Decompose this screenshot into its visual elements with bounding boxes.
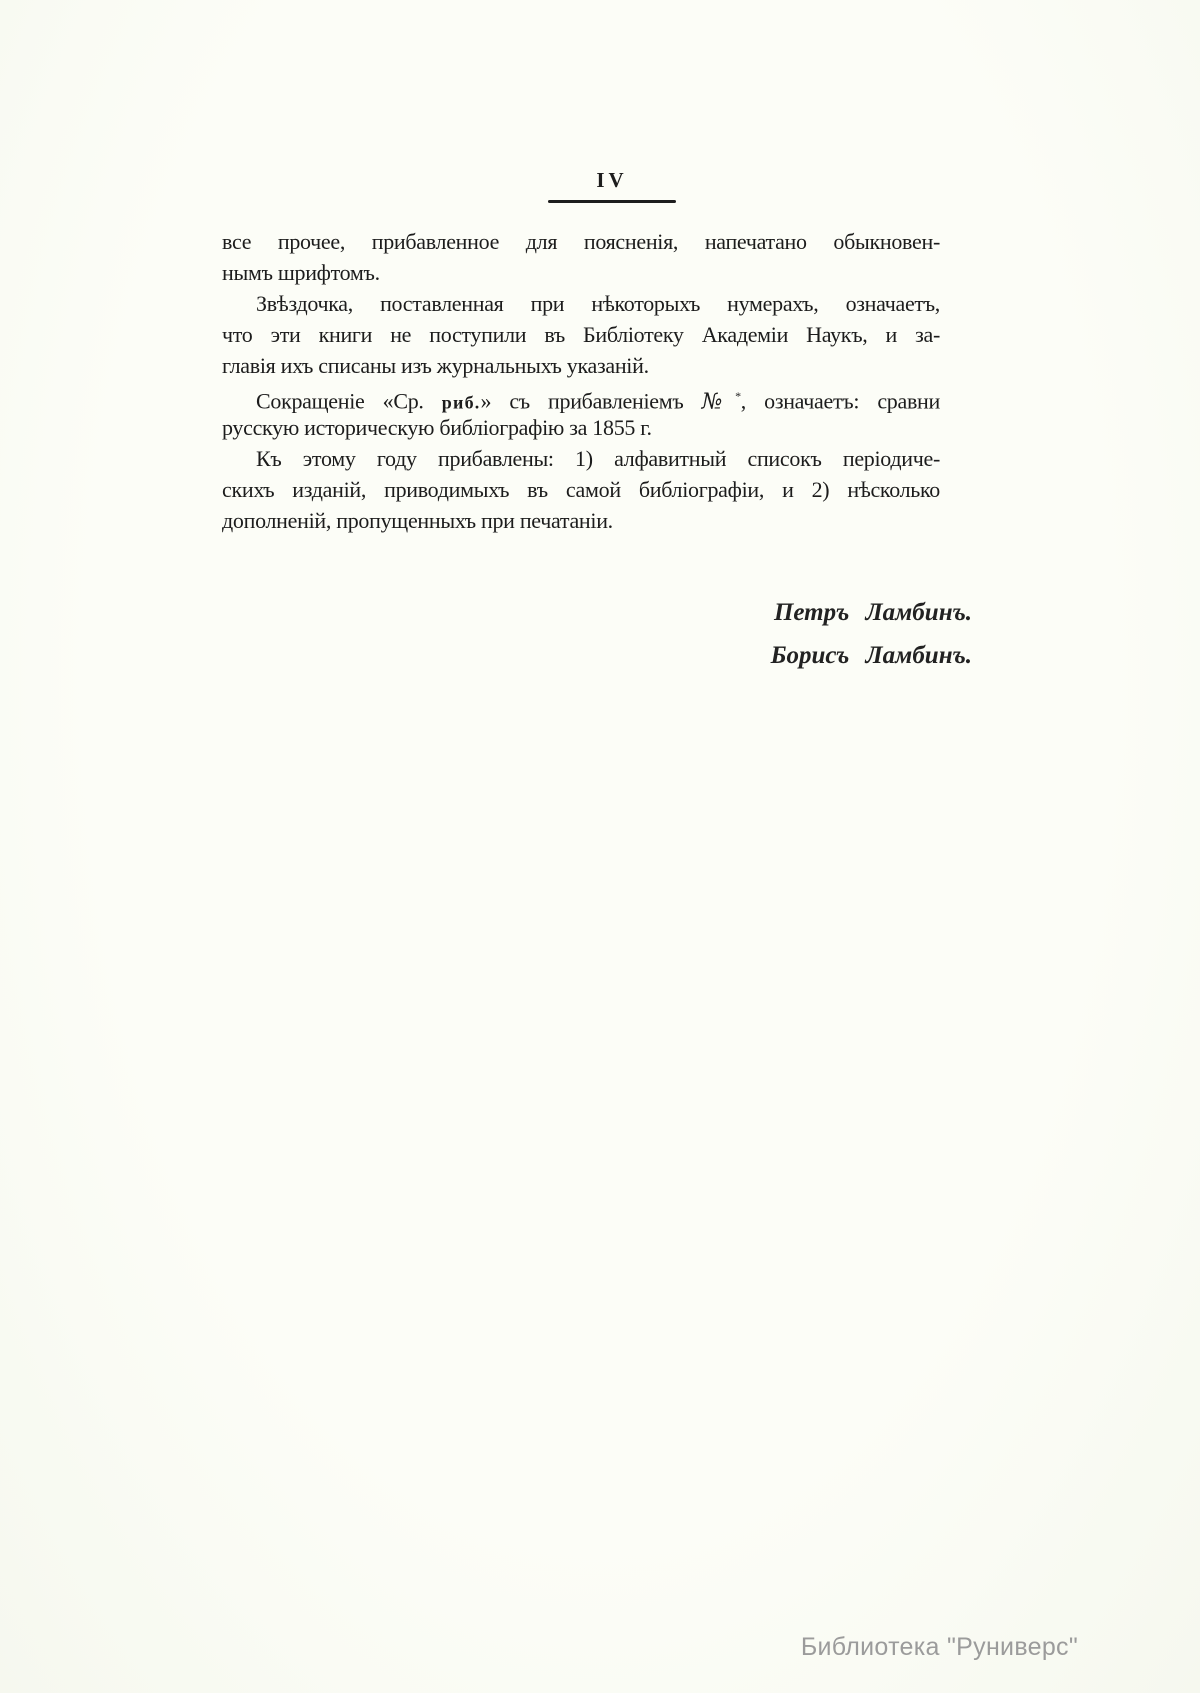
text-segment: Сокращеніе «Ср. [256,388,442,414]
abbreviation-rib-bold: риб. [441,392,481,413]
asterisk-superscript: * [735,389,741,403]
numero-sign: № [701,389,736,415]
signature-petr-lambin: Петръ Ламбинъ. [773,599,972,626]
header-rule [548,200,676,203]
text-segment: все прочее, прибавленное для поясненія, напечатано обыкновен- [222,229,940,254]
text-line [222,350,940,381]
text-line [222,381,940,415]
text-line [222,474,940,505]
signatures-block [771,598,972,671]
text-segment: дополненій, пропущенныхъ при печатаніи. [222,508,613,533]
page-number: IV [596,168,628,192]
text-segment: главія ихъ списаны изъ журнальныхъ указаній. [222,353,649,378]
text-line [222,319,940,350]
text-segment: Къ этому году прибавлены: 1) алфавитный списокъ періодиче- [256,446,940,471]
text-line [222,505,940,536]
library-runivers-watermark: Библиотека "Руниверс" [800,1633,1078,1661]
body-text [222,226,940,536]
text-segment: Звѣздочка, поставленная при нѣкоторыхъ нумерахъ, означаетъ, [256,291,940,316]
text-segment: русскую историческую библіографію за 1855 г. [222,415,652,440]
text-line [222,226,940,257]
text-segment: нымъ шрифтомъ. [222,260,380,285]
running-head [548,168,676,203]
text-segment: , означаетъ: сравни [740,388,940,414]
text-segment: скихъ изданій, приводимыхъ въ самой библіографіи, и 2) нѣсколько [222,477,940,502]
text-segment: » съ прибавленіемъ [480,388,702,414]
text-line [222,257,940,288]
text-line [222,288,940,319]
text-line [222,443,940,474]
text-line [222,412,940,443]
signature-boris-lambin: Борисъ Ламбинъ. [770,642,972,669]
text-segment: что эти книги не поступили въ Библіотеку Академіи Наукъ, и за- [222,322,940,347]
